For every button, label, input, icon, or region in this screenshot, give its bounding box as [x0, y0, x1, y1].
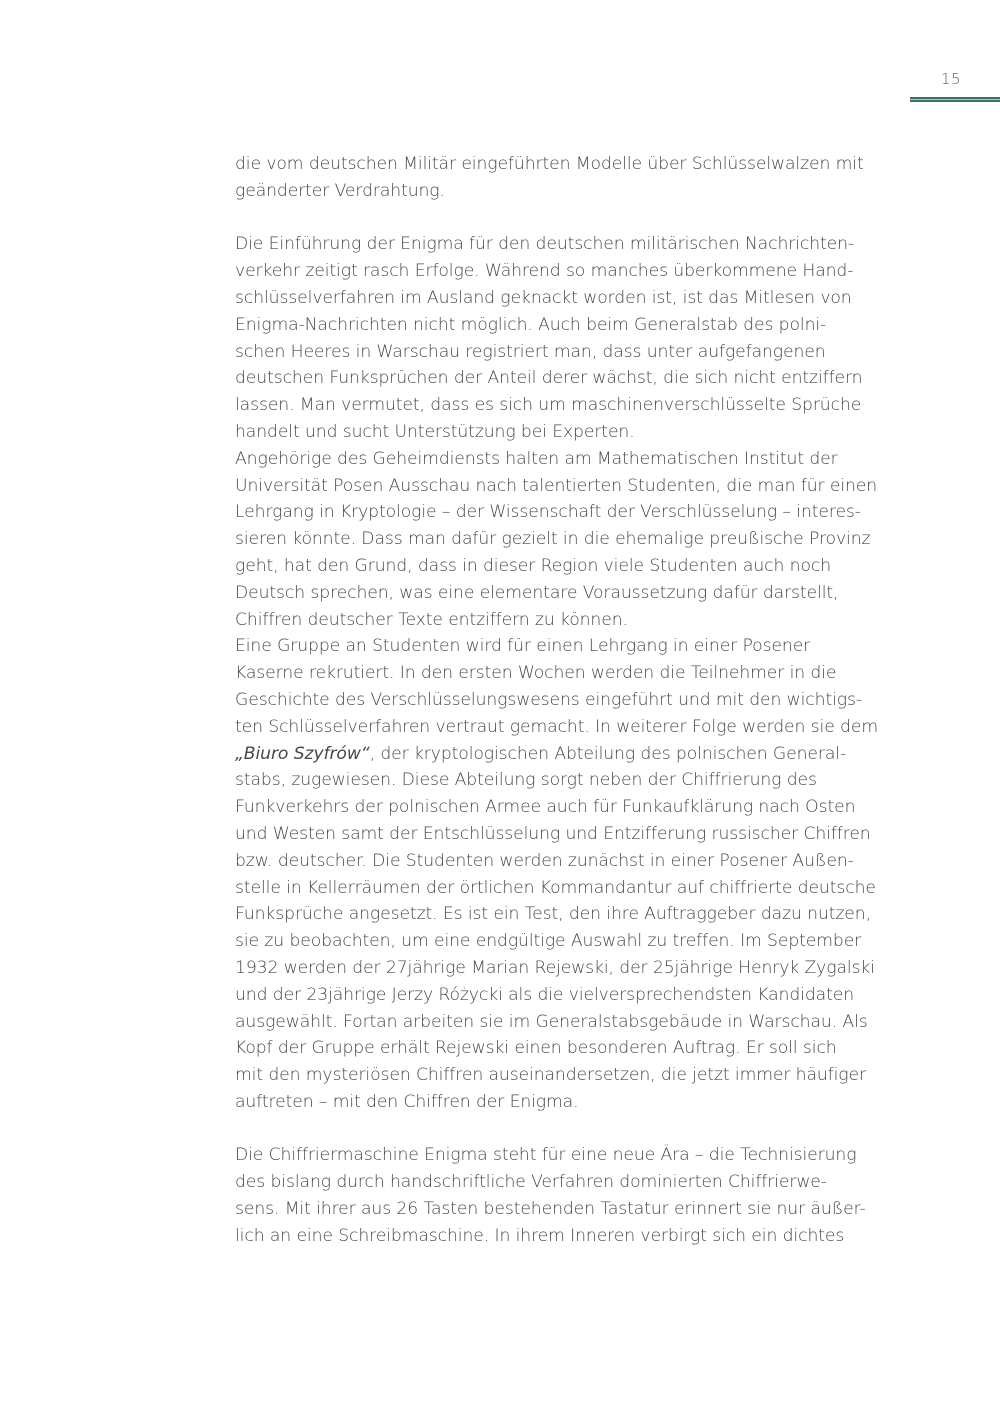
text-line: stelle in Kellerräumen der örtlichen Kommandantur auf chiffrierte deutsche: [235, 877, 876, 898]
text-line: ten Schlüsselverfahren vertraut gemacht. In weiterer Folge werden sie dem: [235, 716, 878, 737]
text-line: sens. Mit ihrer aus 26 Tasten bestehenden Tastatur erinnert sie nur äußer-: [235, 1199, 866, 1220]
text-line: schen Heeres in Warschau registriert man, dass unter aufgefangenen: [235, 341, 826, 362]
paragraph-4: [235, 633, 895, 1115]
text-line: bzw. deutscher. Die Studenten werden zunächst in einer Posener Außen-: [235, 850, 854, 871]
paragraph-2: [235, 231, 895, 445]
text-line: Die Chiffriermaschine Enigma steht für eine neue Ära – die Technisierung: [235, 1145, 857, 1166]
paragraph-3: [235, 446, 895, 634]
text-line: sie zu beobachten, um eine endgültige Auswahl zu treffen. Im September: [235, 931, 862, 952]
text-line: ausgewählt. Fortan arbeiten sie im Generalstabsgebäude in Warschau. Als: [235, 1011, 868, 1032]
text-line-with-italic: [235, 741, 895, 768]
text-line: Kopf der Gruppe erhält Rejewski einen besonderen Auftrag. Er soll sich: [235, 1038, 837, 1059]
text-line: Enigma-Nachrichten nicht möglich. Auch beim Generalstab des polni-: [235, 314, 827, 335]
text-line: auftreten – mit den Chiffren der Enigma.: [235, 1091, 579, 1112]
text-line: Angehörige des Geheimdiensts halten am Mathematischen Institut der: [235, 448, 838, 469]
page-number: 15: [940, 70, 962, 88]
header-rule: [910, 97, 1000, 102]
paragraph-gap: [235, 205, 895, 232]
text-line: deutschen Funksprüchen der Anteil derer wächst, die sich nicht entziffern: [235, 368, 863, 389]
text-line: lassen. Man vermutet, dass es sich um maschinenverschlüsselte Sprüche: [235, 395, 862, 416]
paragraph-5: [235, 1142, 895, 1249]
text-line: Lehrgang in Kryptologie – der Wissenschaft der Verschlüsselung – interes-: [235, 502, 861, 523]
text-line: und der 23jährige Jerzy Różycki als die vielversprechendsten Kandidaten: [235, 984, 854, 1005]
text-line: mit den mysteriösen Chiffren auseinandersetzen, die jetzt immer häufiger: [235, 1065, 866, 1086]
text-line: Eine Gruppe an Studenten wird für einen Lehrgang in einer Posener: [235, 636, 811, 657]
text-line: Universität Posen Ausschau nach talentierten Studenten, die man für einen: [235, 475, 878, 496]
paragraph-1: [235, 151, 895, 205]
text-line: 1932 werden der 27jährige Marian Rejewski, der 25jährige Henryk Zygalski: [235, 957, 875, 978]
text-line-rest: , der kryptologischen Abteilung des polnischen General-: [369, 743, 847, 764]
text-line: schlüsselverfahren im Ausland geknackt worden ist, ist das Mitlesen von: [235, 287, 852, 308]
text-line: Funkverkehrs der polnischen Armee auch für Funkaufklärung nach Osten: [235, 797, 856, 818]
text-line: Die Einführung der Enigma für den deutschen militärischen Nachrichten-: [235, 234, 855, 255]
text-line: die vom deutschen Militär eingeführten Modelle über Schlüsselwalzen mit: [235, 154, 864, 174]
text-line: Funksprüche angesetzt. Es ist ein Test, den ihre Auftraggeber dazu nutzen,: [235, 904, 871, 925]
text-line: und Westen samt der Entschlüsselung und Entzifferung russischer Chiffren: [235, 823, 871, 844]
text-line: Deutsch sprechen, was eine elementare Voraussetzung dafür darstellt,: [235, 582, 839, 603]
text-line: sieren könnte. Dass man dafür gezielt in die ehemalige preußische Provinz: [235, 529, 871, 550]
italic-term-biuro-szyfrow: „Biuro Szyfrów“: [235, 743, 370, 764]
paragraph-gap: [235, 1116, 895, 1143]
text-line: verkehr zeitigt rasch Erfolge. Während so manches überkommene Hand-: [235, 261, 854, 282]
text-line: des bislang durch handschriftliche Verfahren dominierten Chiffrierwe-: [235, 1172, 827, 1193]
text-line: geänderter Verdrahtung.: [235, 180, 445, 201]
body-text: [235, 151, 895, 1250]
text-line: Geschichte des Verschlüsselungswesens eingeführt und mit den wichtigs-: [235, 689, 862, 710]
text-line: Kaserne rekrutiert. In den ersten Wochen werden die Teilnehmer in die: [235, 663, 837, 684]
text-line: lich an eine Schreibmaschine. In ihrem Inneren verbirgt sich ein dichtes: [235, 1225, 845, 1246]
text-line: geht, hat den Grund, dass in dieser Region viele Studenten auch noch: [235, 555, 832, 576]
text-line: Chiffren deutscher Texte entziffern zu können.: [235, 609, 628, 630]
text-line: stabs, zugewiesen. Diese Abteilung sorgt neben der Chiffrierung des: [235, 770, 817, 791]
text-line: handelt und sucht Unterstützung bei Experten.: [235, 421, 635, 442]
